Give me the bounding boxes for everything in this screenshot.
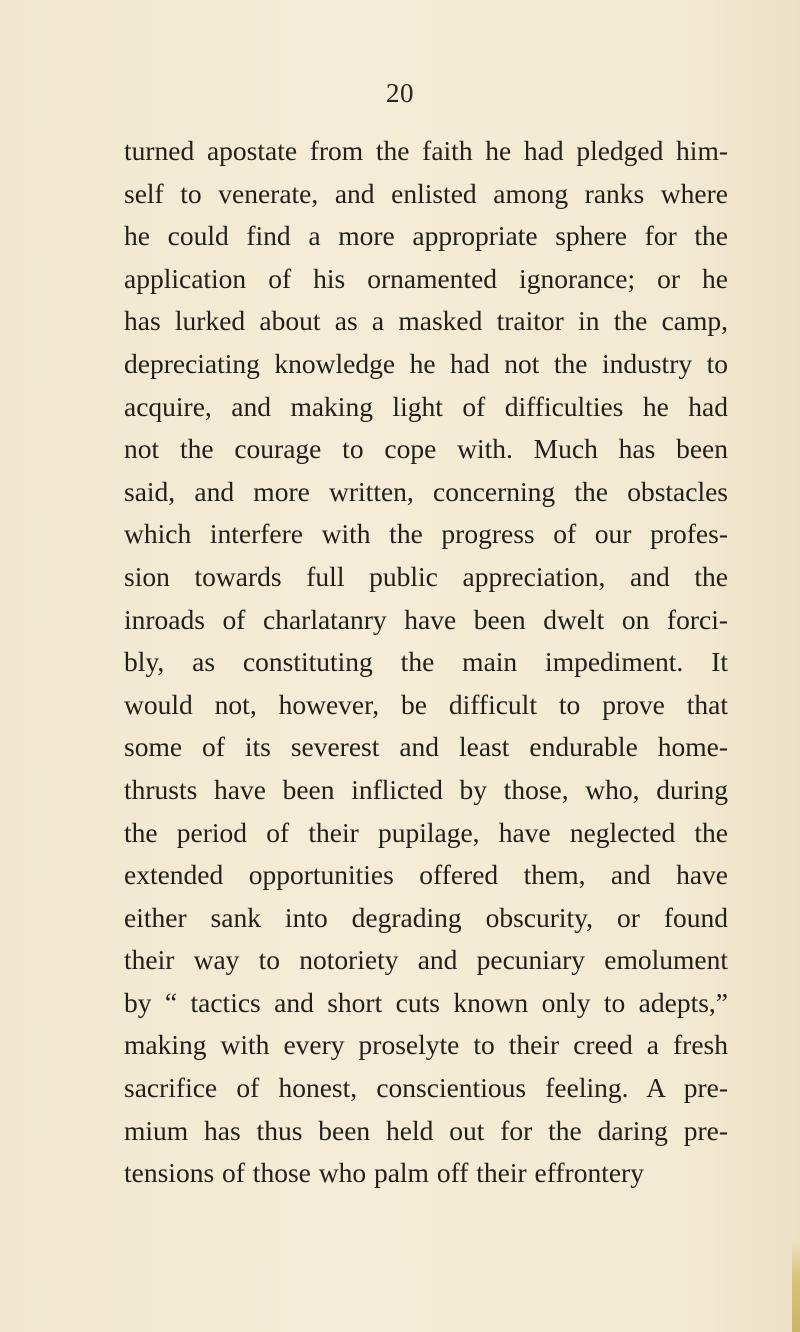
text-line: which interfere with the progress of our profes-: [124, 518, 728, 550]
text-line: sion towards full public appreciation, and the: [124, 560, 728, 592]
text-line: making with every proselyte to their creed a fresh: [124, 1029, 728, 1061]
text-line: application of his ornamented ignorance; or he: [124, 262, 728, 294]
text-line: some of its severest and least endurable home-: [124, 731, 728, 763]
text-line: either sank into degrading obscurity, or found: [124, 901, 728, 933]
text-line: the period of their pupilage, have neglected the: [124, 816, 728, 848]
text-line: thrusts have been inflicted by those, who, during: [124, 773, 728, 805]
page-number: 20: [386, 78, 414, 108]
page-edge-shadow: [792, 1240, 800, 1332]
text-line: he could find a more appropriate sphere for the: [124, 220, 728, 252]
text-line: mium has thus been held out for the daring pre-: [124, 1114, 728, 1146]
text-line: said, and more written, concerning the obstacles: [124, 475, 728, 507]
text-line: turned apostate from the faith he had pledged him-: [124, 135, 728, 166]
text-line: depreciating knowledge he had not the industry to: [124, 347, 728, 379]
text-line: bly, as constituting the main impediment. It: [124, 646, 728, 678]
text-line: self to venerate, and enlisted among ranks where: [124, 177, 728, 209]
text-line: sacrifice of honest, conscientious feeling. A pre-: [124, 1072, 728, 1104]
text-line: their way to notoriety and pecuniary emolument: [124, 944, 728, 976]
text-line: by “ tactics and short cuts known only to adepts,”: [124, 986, 728, 1018]
text-line: inroads of charlatanry have been dwelt on forci-: [124, 603, 728, 635]
text-line: not the courage to cope with. Much has been: [124, 433, 728, 465]
text-line: acquire, and making light of difficulties he had: [124, 390, 728, 422]
text-line: tensions of those who palm off their effrontery: [124, 1157, 644, 1189]
text-line: extended opportunities offered them, and have: [124, 859, 728, 891]
text-line: would not, however, be difficult to prove that: [124, 688, 728, 720]
body-text: [124, 130, 728, 1195]
text-line: has lurked about as a masked traitor in the camp,: [124, 305, 728, 337]
